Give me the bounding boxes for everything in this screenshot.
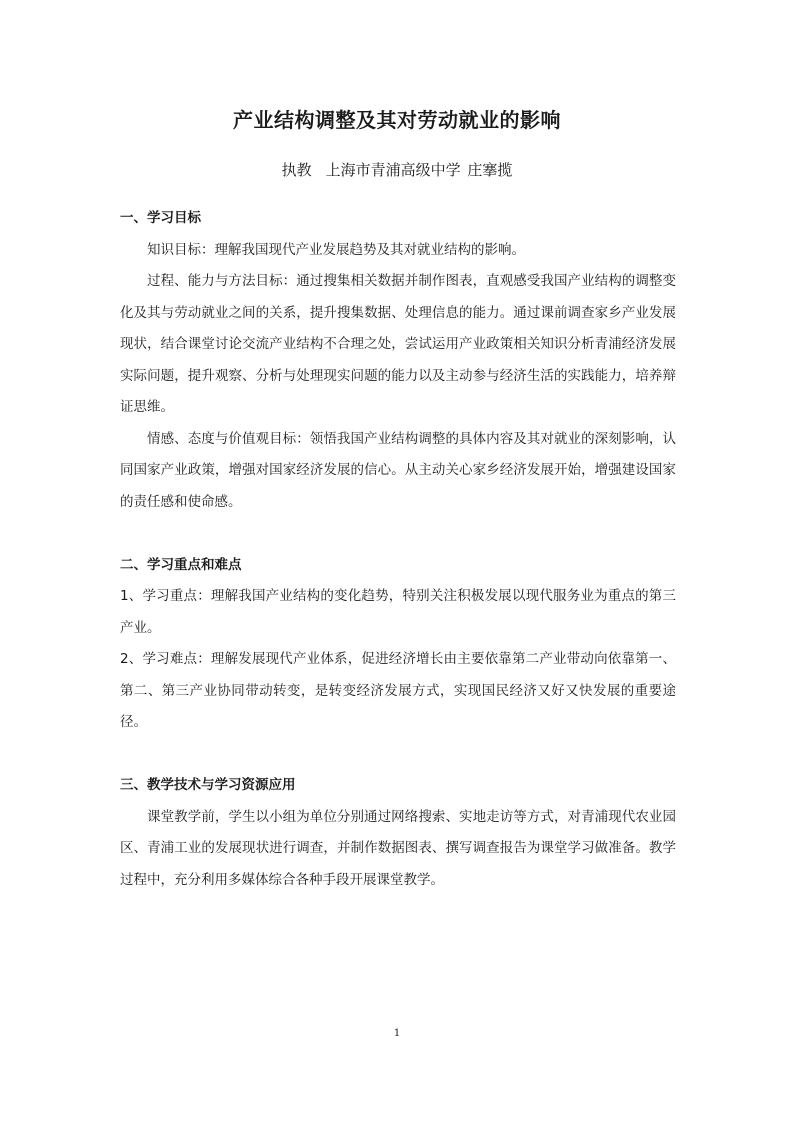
page-title: 产业结构调整及其对劳动就业的影响	[233, 108, 561, 132]
blank-line	[120, 739, 676, 771]
paragraph-resources: 课堂教学前，学生以小组为单位分别通过网络搜索、实地走访等方式，对青浦现代农业园区、青浦工业的发展现状进行调查，并制作数据图表、撰写调查报告为课堂学习做准备。教学过程中，充分利用多媒体综合各种手段开展课堂教学。	[120, 808, 676, 888]
blank-line	[120, 518, 676, 550]
paragraph-process-objective: 过程、能力与方法目标：通过搜集相关数据并制作图表，直观感受我国产业结构的调整变化及其与劳动就业之间的关系，提升搜集数据、处理信息的能力。通过课前调查家乡产业发展现状，结合课堂讨论交流产业结构不合理之处，尝试运用产业政策相关知识分析青浦经济发展实际问题，提升观察、分析与处理现实问题的能力以及主动参与经济生活的实践能力，培养辩证思维。	[120, 273, 676, 415]
section-learning-objectives	[120, 203, 676, 518]
section-key-points	[120, 550, 676, 739]
paragraph-key-point: 1、学习重点：理解我国产业结构的变化趋势，特别关注积极发展以现代服务业为重点的第三产业。	[120, 588, 676, 636]
page-number: 1	[393, 1028, 401, 1039]
paragraph-knowledge-objective: 知识目标：理解我国现代产业发展趋势及其对就业结构的影响。	[147, 241, 525, 258]
section-heading: 一、学习目标	[120, 210, 201, 226]
teacher-role: 执教	[281, 161, 312, 179]
section-heading: 二、学习重点和难点	[120, 556, 242, 573]
teacher-info: 上海市青浦高级中学 庄搴揽	[325, 161, 513, 179]
section-heading: 三、教学技术与学习资源应用	[120, 777, 296, 793]
teacher-line	[0, 158, 794, 182]
document-body	[120, 203, 676, 896]
paragraph-difficult-point: 2、学习难点：理解发展现代产业体系，促进经济增长由主要依靠第二产业带动向依靠第一、第二、第三产业协同带动转变，是转变经济发展方式，实现国民经济又好又快发展的重要途径。	[120, 651, 676, 730]
section-teaching-resources	[120, 770, 676, 896]
paragraph-emotion-objective: 情感、态度与价值观目标：领悟我国产业结构调整的具体内容及其对就业的深刻影响，认同国家产业政策，增强对国家经济发展的信心。从主动关心家乡经济发展开始，增强建设国家的责任感和使命感。	[120, 430, 676, 510]
